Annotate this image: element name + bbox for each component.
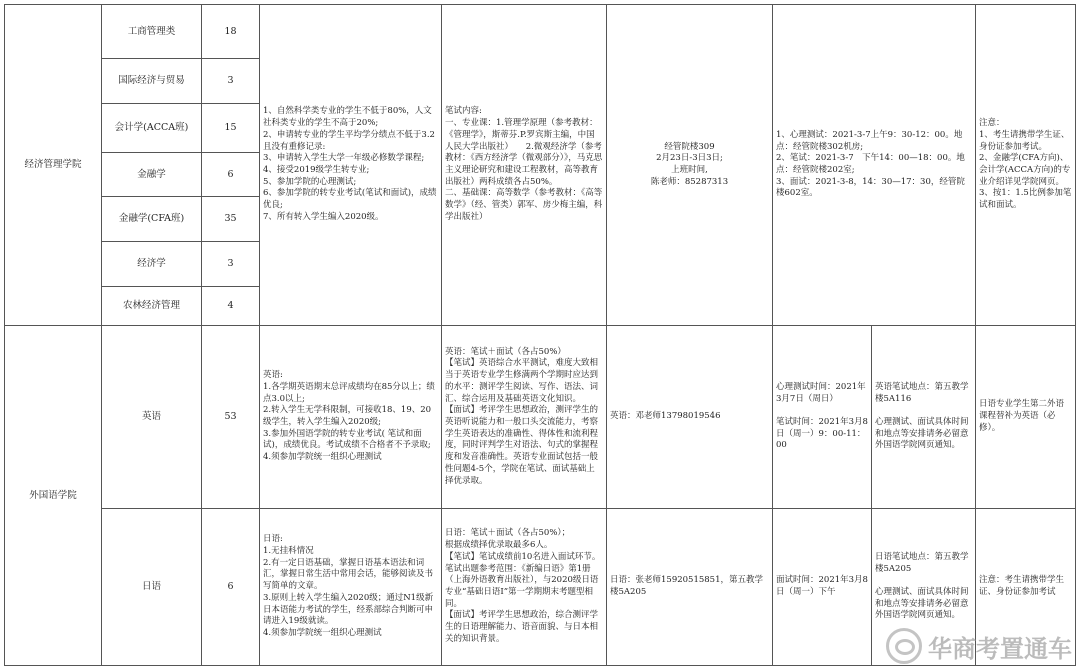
quota-cell: [201, 286, 260, 326]
major-cell: [101, 286, 202, 326]
major-name: 金融学(CFA班): [118, 213, 185, 225]
notes-cell-english: [975, 325, 1076, 509]
major-cell: [101, 4, 202, 59]
requirements-cell-english: [259, 325, 442, 509]
watermark-text: 华商考置通车: [928, 634, 1072, 663]
major-name: 工商管理类: [127, 25, 176, 37]
major-name: 国际经济与贸易: [118, 75, 185, 87]
quota-cell: [201, 196, 260, 242]
quota-value: 53: [224, 411, 237, 423]
major-cell: [101, 196, 202, 242]
quota-value: 6: [227, 168, 234, 180]
college-name: 外国语学院: [29, 489, 77, 501]
location-text: 日语笔试地点：第五教学楼5A205 心理测试、面试具体时间和地点等安排请务必留意外国语学院网页通知。: [875, 551, 969, 621]
quota-cell-english: [201, 325, 260, 509]
exam-cell-japanese: [441, 508, 607, 666]
quota-value: 18: [224, 25, 237, 37]
requirements-cell-japanese: [259, 508, 442, 666]
college-name-foreign: [4, 325, 102, 666]
quota-value: 15: [224, 122, 237, 134]
contact-cell-econ: [606, 4, 773, 326]
contact-cell-japanese: [606, 508, 773, 666]
contact-text: 日语：张老师15920515851，第五教学楼5A205: [610, 575, 763, 597]
exam-text: 日语：笔试＋面试（各占50%）； 根据成绩择优录取最多6人。 【笔试】笔试成绩前10名进入面试环节。笔试出题参考范围：《新编日语》第1册（上海外语教育出版社），与2020级日语专业“基础日语Ⅰ”第一学期期末考题型相同。 【面试】考评学生思想政治，综合测评学生的日语理解能力、语音面貌、与日本相关的知识背景。: [445, 528, 601, 644]
quota-cell: [201, 103, 260, 153]
location-cell-english: [871, 325, 976, 509]
college-name: 经济管理学院: [24, 159, 82, 171]
major-name: 金融学: [137, 168, 166, 180]
exam-text: 英语：笔试＋面试（各占50%） 【笔试】英语综合水平测试，难度大致相当于英语专业学生修满两个学期时应达到的水平：测评学生阅读、写作、语法、词汇、综合运用及基础英语文化知识。 【面试】考评学生思想政治，测评学生的英语听说能力和一般口头交流能力，考察学生英语表达的准确性、得体性和流利程度，同时评判学生对语法、句式的掌握程度和发音准确性。英语专业面试包括一般性问题4-5个，学院在笔试、面试基础上择优录取。: [445, 346, 599, 486]
watermark: [886, 628, 1072, 664]
notes-text: 注意：考生请携带学生证、身份证参加考试: [979, 575, 1065, 597]
major-name: 日语: [141, 581, 161, 593]
exam-cell-econ: [441, 4, 607, 326]
requirements-text: 1、自然科学类专业的学生不低于80%，人文社科类专业的学生不高于20%; 2、申请转专业的学生平均学分绩点不低于3.2且没有重修记录: 3、申请转入学生大学一年级必修数学课程; 4、接受2019级学生转专业; 5、参加学院的心理测试; 6、参加学院的转专业考试(笔试和面试)，成绩优良; 7、所有转入学生编入2020级。: [263, 106, 437, 222]
quota-value: 35: [224, 213, 237, 225]
major-name: 经济学: [137, 258, 166, 270]
major-cell: [101, 152, 202, 197]
requirements-text: 英语: 1.各学期英语期末总评成绩均在85分以上；绩点3.0以上; 2.转入学生无学科限制，可接收18、19、20级学生，转入学生编入2020级; 3.参加外国语学院的转专业考试( 笔试和面试)，成绩优良。考试成绩不合格者不予录取; 4.须参加学院统一组织心理测试: [263, 370, 435, 463]
quota-value: 3: [227, 258, 234, 270]
schedule-cell-japanese: [772, 508, 872, 666]
major-cell-english: [101, 325, 202, 509]
quota-value: 3: [227, 75, 234, 87]
requirements-cell-econ: [259, 4, 442, 326]
college-name-econ: [4, 4, 102, 326]
notes-text: 注意： 1、考生请携带学生证、身份证参加考试。 2、金融学(CFA方向)、会计学(ACCA方向)的专业介绍详见学院网页。 3、按1：1.5比例参加笔试和面试。: [979, 118, 1072, 211]
major-name: 会计学(ACCA班): [114, 122, 189, 134]
quota-cell: [201, 152, 260, 197]
schedule-text: 心理测试时间：2021年3月7日（周日） 笔试时间：2021年3月8日（周一）9：00-11：00: [776, 381, 868, 451]
requirements-text: 日语: 1.无挂科情况 2.有一定日语基础，掌握日语基本语法和词汇，掌握日常生活中常用会话，能够阅读及书写简单的文章。 3.原则上转入学生编入2020级；通过N1级新日本语能力考试的学生，经系部综合判断可申请进入19级就读。 4.须参加学院统一组织心理测试: [263, 534, 434, 639]
contact-cell-english: [606, 325, 773, 509]
major-cell: [101, 58, 202, 104]
quota-cell: [201, 241, 260, 287]
quota-cell-japanese: [201, 508, 260, 666]
schedule-text: 面试时间：2021年3月8日（周一）下午: [776, 575, 868, 597]
notes-text: 日语专业学生第二外语课程替补为英语（必修）。: [979, 399, 1065, 433]
schedule-cell-econ: [772, 4, 976, 326]
quota-cell: [201, 58, 260, 104]
major-name: 英语: [141, 411, 161, 423]
quota-value: 4: [227, 300, 234, 312]
major-cell: [101, 103, 202, 153]
contact-text: 经管院楼309 2月23日-3日3日; 上班时间, 陈老师：85287313: [650, 141, 729, 187]
location-text: 英语笔试地点：第五教学楼5A116 心理测试、面试具体时间和地点等安排请务必留意外国语学院网页通知。: [875, 381, 969, 451]
major-cell-japanese: [101, 508, 202, 666]
major-name: 农林经济管理: [122, 300, 180, 312]
schedule-cell-english: [772, 325, 872, 509]
notes-cell-econ: [975, 4, 1076, 326]
contact-text: 英语：邓老师13798019546: [610, 411, 721, 422]
schedule-text: 1、心理测试：2021-3-7上午9：30-12：00。地点：经管院楼302机房; 2、笔试：2021-3-7 下午14：00—18：00。地点：经管院楼202室; 3、面试：2021-3-8，14：30—17：30，经管院楼602室。: [776, 129, 965, 199]
quota-value: 6: [227, 581, 234, 593]
exam-cell-english: [441, 325, 607, 509]
major-cell: [101, 241, 202, 287]
quota-cell: [201, 4, 260, 59]
wechat-logo-icon: [886, 628, 922, 664]
exam-text: 笔试内容: 一、专业课：1.管理学原理（参考教材：《管理学》，斯蒂芬.P.罗宾斯主编，中国人民大学出版社） 2.微观经济学（参考教材：《西方经济学（微观部分）》，马克思主义理论研究和建设工程教材，高等教育出版社）两科成绩各占50%。 二、基础课：高等数学（参考教材：《高等数学》（经、管类）郭军、房少梅主编，科学出版社）: [445, 106, 603, 222]
